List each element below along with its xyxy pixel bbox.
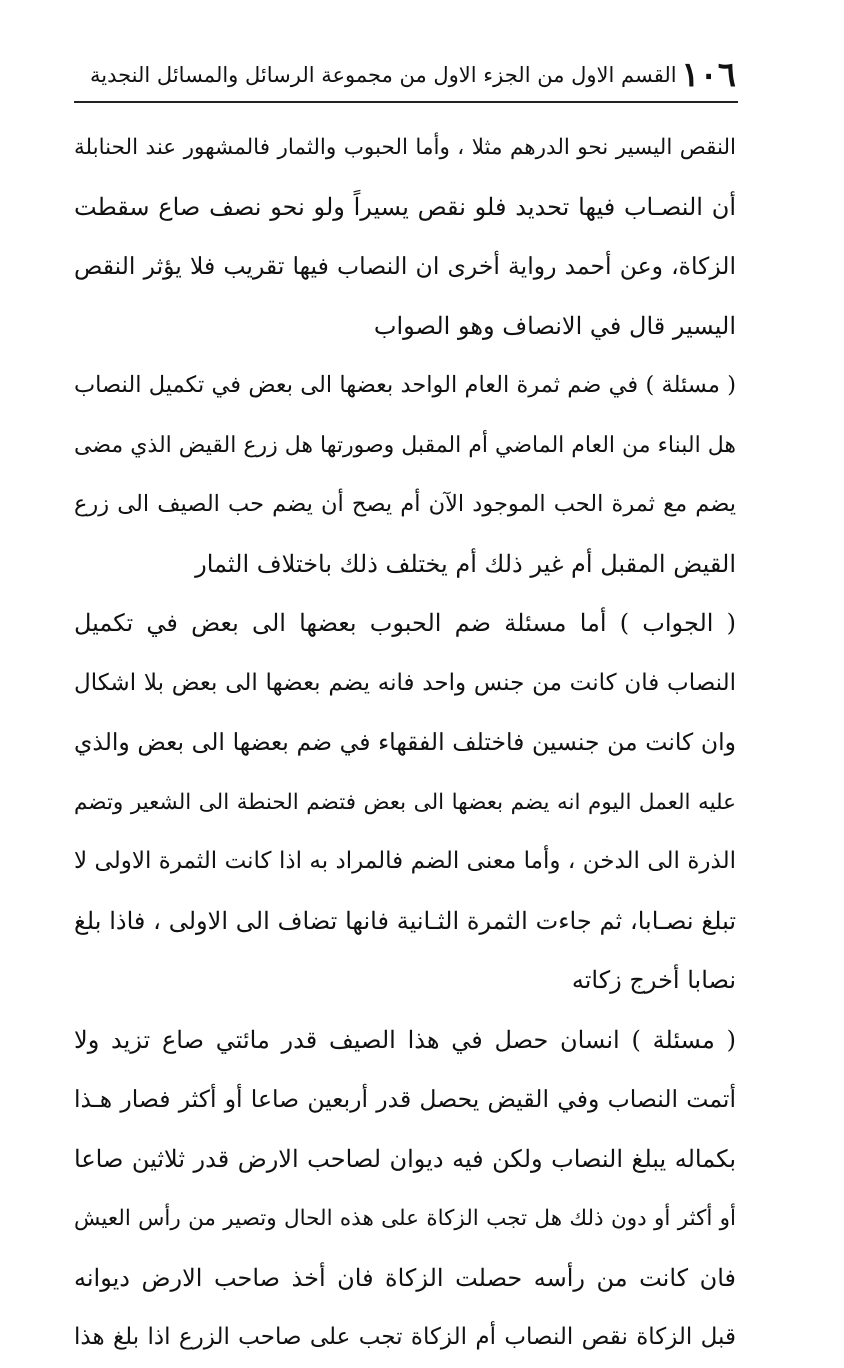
body-text <box>74 118 736 1368</box>
text-line: فان كانت من رأسه حصلت الزكاة فان أخذ صاحب الارض ديوانه <box>74 1263 736 1292</box>
text-line: عليه العمل اليوم انه يضم بعضها الى بعض فتضم الحنطة الى الشعير وتضم <box>74 789 736 815</box>
page-header <box>76 52 736 98</box>
text-line: يضم مع ثمرة الحب الموجود الآن أم يصح أن يضم حب الصيف الى زرع <box>74 491 736 517</box>
text-line: وان كانت من جنسين فاختلف الفقهاء في ضم بعضها الى بعض والذي <box>74 728 736 756</box>
page-number: ١٠٦ <box>681 55 736 95</box>
text-line: نصابا أخرج زكاته <box>571 966 736 994</box>
text-line: بكماله يبلغ النصاب ولكن فيه ديوان لصاحب الارض قدر ثلاثين صاعا <box>74 1144 736 1173</box>
text-line: ( مسئلة ) انسان حصل في هذا الصيف قدر مائتي صاع تزيد ولا <box>74 1025 736 1054</box>
text-line: ( الجواب ) أما مسئلة ضم الحبوب بعضها الى بعض في تكميل <box>74 609 736 637</box>
text-line: هل البناء من العام الماضي أم المقبل وصورتها هل زرع القيض الذي مضى <box>74 432 736 458</box>
text-line: النصاب فان كانت من جنس واحد فانه يضم بعضها الى بعض بلا اشكال <box>74 669 736 696</box>
text-line: ( مسئلة ) في ضم ثمرة العام الواحد بعضها الى بعض في تكميل النصاب <box>74 372 736 398</box>
text-line: الزكاة، وعن أحمد رواية أخرى ان النصاب فيها تقريب فلا يؤثر النقص <box>74 252 736 280</box>
text-line: اليسير قال في الانصاف وهو الصواب <box>373 311 736 340</box>
text-line: قبل الزكاة نقص النصاب أم الزكاة تجب على صاحب الزرع اذا بلغ هذا <box>74 1324 736 1350</box>
text-line: أو أكثر أو دون ذلك هل تجب الزكاة على هذه الحال وتصير من رأس العيش <box>74 1206 736 1231</box>
text-line: تبلغ نصـابا، ثم جاءت الثمرة الثـانية فانها تضاف الى الاولى ، فاذا بلغ <box>74 906 736 935</box>
header-divider <box>74 101 738 103</box>
text-line: الذرة الى الدخن ، وأما معنى الضم فالمراد به اذا كانت الثمرة الاولى لا <box>74 848 736 874</box>
text-line: أتمت النصاب وفي القيض يحصل قدر أربعين صاعا أو أكثر فصار هـذا <box>74 1085 736 1113</box>
running-title: القسم الاول من الجزء الاول من مجموعة الرسائل والمسائل النجدية <box>90 63 677 87</box>
text-line: أن النصـاب فيها تحديد فلو نقص يسيراً ولو نحو نصف صاع سقطت <box>74 192 736 221</box>
text-line: النقص اليسير نحو الدرهم مثلا ، وأما الحبوب والثمار فالمشهور عند الحنابلة <box>74 135 736 160</box>
text-line: القيض المقبل أم غير ذلك أم يختلف ذلك باختلاف الثمار <box>195 549 736 578</box>
